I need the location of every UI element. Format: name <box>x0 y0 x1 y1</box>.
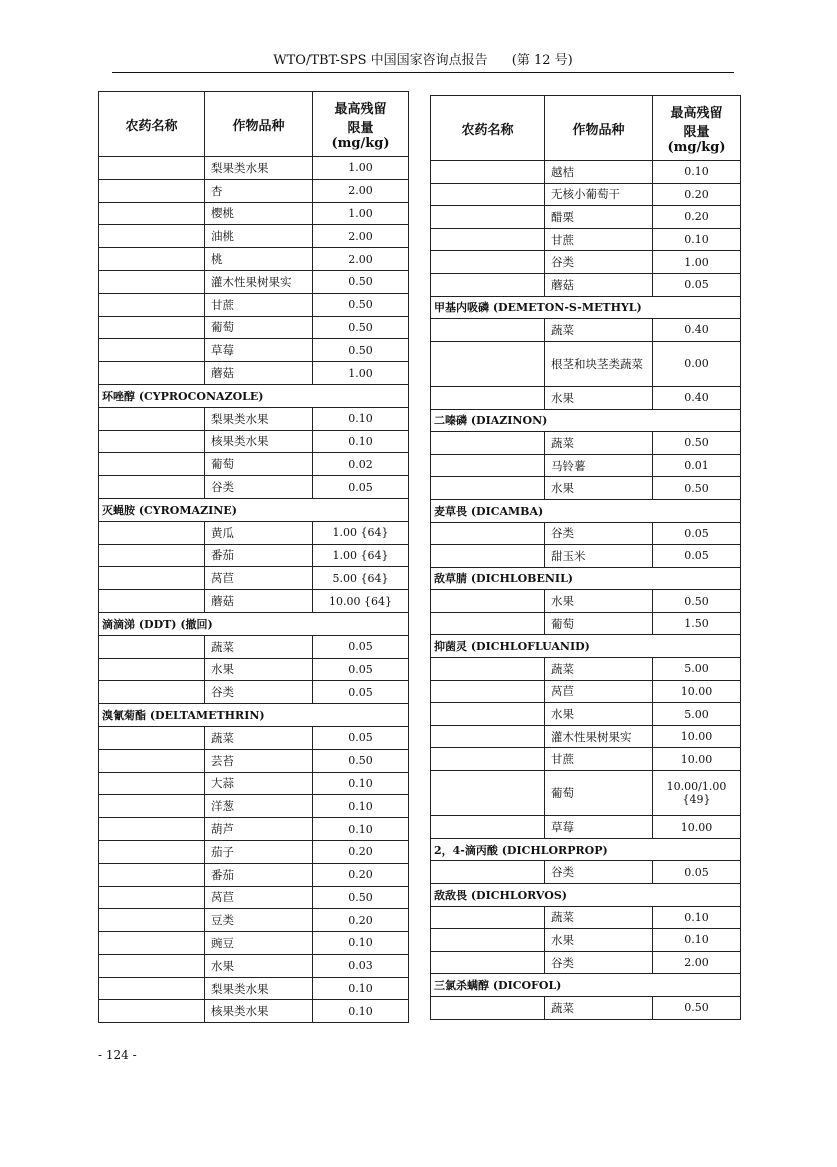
mrl-value-cell: 0.05 <box>313 658 409 681</box>
pesticide-name: 二嗪磷 (DIAZINON) <box>431 409 741 432</box>
pesticide-cell-empty <box>431 273 545 296</box>
crop-cell: 杏 <box>205 179 313 202</box>
mrl-value-cell: 0.20 <box>313 909 409 932</box>
crop-cell: 水果 <box>545 590 653 613</box>
crop-cell: 甘蔗 <box>545 748 653 771</box>
table-row <box>431 703 741 726</box>
table-row <box>99 225 409 248</box>
table-row <box>99 544 409 567</box>
table-row <box>99 521 409 544</box>
pesticide-column-header: 农药名称 <box>431 96 545 161</box>
crop-cell: 梨果类水果 <box>205 157 313 180</box>
mrl-value-cell: 2.00 <box>313 179 409 202</box>
table-row <box>431 658 741 681</box>
pesticide-name: 敌敌畏 (DICHLORVOS) <box>431 884 741 907</box>
mrl-value-cell: 0.20 <box>653 206 741 229</box>
mrl-value-cell: 0.05 <box>313 726 409 749</box>
header-title: WTO/TBT-SPS 中国国家咨询点报告 <box>273 53 488 68</box>
pesticide-cell-empty <box>99 1000 205 1023</box>
table-row <box>99 954 409 977</box>
pesticide-cell-empty <box>99 521 205 544</box>
pesticide-cell-empty <box>431 522 545 545</box>
header-issue: (第 12 号) <box>511 53 573 68</box>
table-row <box>431 816 741 839</box>
crop-cell: 灌木性果树果实 <box>545 725 653 748</box>
mrl-value-cell: 0.20 <box>653 183 741 206</box>
table-row <box>99 430 409 453</box>
crop-cell: 越桔 <box>545 161 653 184</box>
crop-cell: 番茄 <box>205 544 313 567</box>
mrl-header-unit: (mg/kg) <box>331 135 390 151</box>
pesticide-cell-empty <box>431 951 545 974</box>
mrl-value-cell: 0.40 <box>653 319 741 342</box>
crop-column-header: 作物品种 <box>205 92 313 157</box>
pesticide-cell-empty <box>99 293 205 316</box>
pesticide-cell-empty <box>431 477 545 500</box>
crop-cell: 草莓 <box>545 816 653 839</box>
table-row <box>99 795 409 818</box>
pesticide-column-header: 农药名称 <box>99 92 205 157</box>
pesticide-cell-empty <box>99 818 205 841</box>
pesticide-cell-empty <box>431 996 545 1019</box>
table-row <box>99 316 409 339</box>
crop-cell: 核果类水果 <box>205 1000 313 1023</box>
pesticide-cell-empty <box>99 590 205 613</box>
pesticide-cell-empty <box>431 161 545 184</box>
pesticide-cell-empty <box>431 680 545 703</box>
pesticide-cell-empty <box>99 407 205 430</box>
mrl-value-cell: 0.10 <box>313 818 409 841</box>
right-table-body <box>431 161 741 1020</box>
mrl-value-cell: 0.20 <box>313 840 409 863</box>
crop-cell: 大蒜 <box>205 772 313 795</box>
table-row <box>99 863 409 886</box>
pesticide-row <box>431 409 741 432</box>
pesticide-cell-empty <box>99 544 205 567</box>
pesticide-row <box>99 612 409 635</box>
mrl-value-cell: 0.50 <box>313 316 409 339</box>
mrl-value-cell: 0.20 <box>313 863 409 886</box>
header-rule <box>112 72 734 73</box>
table-row <box>99 977 409 1000</box>
crop-cell: 莴苣 <box>205 567 313 590</box>
table-row <box>99 293 409 316</box>
mrl-value-cell: 10.00 {64} <box>313 590 409 613</box>
pesticide-cell-empty <box>431 251 545 274</box>
pesticide-cell-empty <box>99 453 205 476</box>
crop-cell: 甘蔗 <box>545 228 653 251</box>
page-number: - 124 - <box>98 1048 137 1062</box>
crop-cell: 醋栗 <box>545 206 653 229</box>
table-row <box>431 906 741 929</box>
crop-cell: 蘑菇 <box>205 362 313 385</box>
pesticide-name: 溴氰菊酯 (DELTAMETHRIN) <box>99 704 409 727</box>
table-row <box>99 726 409 749</box>
mrl-value-cell: 5.00 <box>653 703 741 726</box>
crop-cell: 莴苣 <box>205 886 313 909</box>
table-row <box>99 362 409 385</box>
table-row <box>99 840 409 863</box>
pesticide-cell-empty <box>99 749 205 772</box>
pesticide-name: 环唑醇 (CYPROCONAZOLE) <box>99 384 409 407</box>
mrl-value-cell: 10.00 <box>653 816 741 839</box>
pesticide-cell-empty <box>99 886 205 909</box>
crop-cell: 甘蔗 <box>205 293 313 316</box>
pesticide-row <box>431 567 741 590</box>
crop-cell: 蔬菜 <box>545 996 653 1019</box>
table-row <box>99 932 409 955</box>
pesticide-cell-empty <box>431 206 545 229</box>
table-row <box>431 522 741 545</box>
table-row <box>99 179 409 202</box>
mrl-value-cell: 10.00 <box>653 725 741 748</box>
mrl-value-cell: 5.00 <box>653 658 741 681</box>
pesticide-row <box>431 296 741 319</box>
crop-cell: 无核小葡萄干 <box>545 183 653 206</box>
crop-cell: 根茎和块茎类蔬菜 <box>545 341 653 386</box>
mrl-value-cell: 0.10 <box>653 228 741 251</box>
pesticide-cell-empty <box>431 319 545 342</box>
crop-cell: 蘑菇 <box>545 273 653 296</box>
crop-cell: 番茄 <box>205 863 313 886</box>
mrl-value-cell: 0.05 <box>313 681 409 704</box>
pesticide-cell-empty <box>99 567 205 590</box>
crop-cell: 谷类 <box>545 861 653 884</box>
crop-cell: 葡萄 <box>205 453 313 476</box>
pesticide-cell-empty <box>99 635 205 658</box>
pesticide-row <box>431 838 741 861</box>
mrl-value-cell: 0.05 <box>653 545 741 568</box>
mrl-value-cell: 0.05 <box>653 273 741 296</box>
pesticide-cell-empty <box>431 725 545 748</box>
crop-cell: 水果 <box>545 386 653 409</box>
table-row <box>431 725 741 748</box>
table-row <box>99 270 409 293</box>
mrl-header-line1: 最高残留 <box>670 105 723 121</box>
table-row <box>431 545 741 568</box>
table-row <box>431 341 741 386</box>
pesticide-cell-empty <box>99 248 205 271</box>
crop-cell: 黄瓜 <box>205 521 313 544</box>
table-row <box>431 861 741 884</box>
mrl-value-cell: 0.05 <box>313 635 409 658</box>
mrl-value-cell: 0.50 <box>313 886 409 909</box>
pesticide-name: 甲基内吸磷 (DEMETON-S-METHYL) <box>431 296 741 319</box>
crop-cell: 谷类 <box>205 476 313 499</box>
table-row <box>99 590 409 613</box>
mrl-value-cell: 0.10 <box>313 407 409 430</box>
pesticide-cell-empty <box>431 386 545 409</box>
pesticide-cell-empty <box>99 726 205 749</box>
crop-cell: 谷类 <box>545 951 653 974</box>
mrl-value-cell: 0.50 <box>313 293 409 316</box>
crop-cell: 豆类 <box>205 909 313 932</box>
mrl-value-cell: 1.00 <box>313 362 409 385</box>
crop-cell: 谷类 <box>205 681 313 704</box>
mrl-value-cell: 10.00 <box>653 680 741 703</box>
mrl-header-unit: (mg/kg) <box>667 139 726 155</box>
crop-cell: 水果 <box>545 477 653 500</box>
pesticide-cell-empty <box>431 341 545 386</box>
crop-cell: 蔬菜 <box>545 906 653 929</box>
page-header <box>112 50 734 72</box>
pesticide-name: 滴滴涕 (DDT) (撤回) <box>99 612 409 635</box>
table-row <box>431 996 741 1019</box>
table-row <box>431 454 741 477</box>
crop-cell: 草莓 <box>205 339 313 362</box>
left-mrl-table <box>98 91 409 1023</box>
pesticide-cell-empty <box>99 932 205 955</box>
pesticide-cell-empty <box>99 225 205 248</box>
mrl-header-line2: 限量 <box>347 120 374 136</box>
mrl-value-cell: 0.10 <box>313 795 409 818</box>
crop-cell: 核果类水果 <box>205 430 313 453</box>
table-row <box>431 929 741 952</box>
crop-cell: 桃 <box>205 248 313 271</box>
pesticide-name: 三氯杀螨醇 (DICOFOL) <box>431 974 741 997</box>
pesticide-cell-empty <box>431 861 545 884</box>
pesticide-row <box>99 704 409 727</box>
mrl-value-cell: 0.05 <box>653 522 741 545</box>
table-row <box>431 161 741 184</box>
pesticide-cell-empty <box>99 362 205 385</box>
table-row <box>99 909 409 932</box>
crop-cell: 樱桃 <box>205 202 313 225</box>
pesticide-cell-empty <box>431 432 545 455</box>
mrl-column-header <box>653 96 741 161</box>
table-row <box>431 251 741 274</box>
mrl-value-cell: 2.00 <box>313 248 409 271</box>
right-mrl-table <box>430 95 741 1020</box>
crop-cell: 梨果类水果 <box>205 977 313 1000</box>
mrl-value-cell: 2.00 <box>653 951 741 974</box>
pesticide-name: 2，4-滴丙酸 (DICHLORPROP) <box>431 838 741 861</box>
crop-column-header: 作物品种 <box>545 96 653 161</box>
mrl-column-header <box>313 92 409 157</box>
pesticide-cell-empty <box>99 795 205 818</box>
mrl-value-cell: 0.50 <box>653 432 741 455</box>
table-row <box>431 771 741 816</box>
mrl-value-cell: 10.00 <box>653 748 741 771</box>
pesticide-cell-empty <box>431 658 545 681</box>
crop-cell: 甜玉米 <box>545 545 653 568</box>
pesticide-name: 灭蝇胺 (CYROMAZINE) <box>99 498 409 521</box>
crop-cell: 蘑菇 <box>205 590 313 613</box>
pesticide-cell-empty <box>99 157 205 180</box>
mrl-value-cell: 0.10 <box>653 161 741 184</box>
pesticide-cell-empty <box>431 228 545 251</box>
pesticide-cell-empty <box>99 977 205 1000</box>
mrl-value-cell: 1.00 {64} <box>313 521 409 544</box>
pesticide-cell-empty <box>99 658 205 681</box>
table-row <box>431 477 741 500</box>
pesticide-cell-empty <box>431 454 545 477</box>
pesticide-cell-empty <box>431 703 545 726</box>
pesticide-cell-empty <box>99 954 205 977</box>
table-row <box>99 658 409 681</box>
mrl-header-line2: 限量 <box>683 124 710 140</box>
mrl-value-cell: 5.00 {64} <box>313 567 409 590</box>
crop-cell: 谷类 <box>545 522 653 545</box>
pesticide-cell-empty <box>99 339 205 362</box>
pesticide-cell-empty <box>431 771 545 816</box>
pesticide-cell-empty <box>431 748 545 771</box>
pesticide-row <box>99 498 409 521</box>
mrl-value-cell: 0.02 <box>313 453 409 476</box>
pesticide-cell-empty <box>99 430 205 453</box>
mrl-value-cell: 0.50 <box>313 749 409 772</box>
crop-cell: 灌木性果树果实 <box>205 270 313 293</box>
table-row <box>431 590 741 613</box>
mrl-value-cell: 0.10 <box>313 932 409 955</box>
crop-cell: 马铃薯 <box>545 454 653 477</box>
mrl-value-cell: 0.10 <box>653 906 741 929</box>
mrl-header-line1: 最高残留 <box>334 101 387 117</box>
pesticide-cell-empty <box>431 906 545 929</box>
crop-cell: 葡萄 <box>545 771 653 816</box>
table-row <box>99 339 409 362</box>
pesticide-cell-empty <box>99 202 205 225</box>
crop-cell: 水果 <box>205 954 313 977</box>
crop-cell: 梨果类水果 <box>205 407 313 430</box>
mrl-value-cell: 0.10 <box>313 430 409 453</box>
table-row <box>431 228 741 251</box>
pesticide-cell-empty <box>99 179 205 202</box>
pesticide-cell-empty <box>99 909 205 932</box>
table-row <box>431 680 741 703</box>
table-row <box>431 432 741 455</box>
pesticide-row <box>99 384 409 407</box>
mrl-value-cell: 0.01 <box>653 454 741 477</box>
pesticide-row <box>431 499 741 522</box>
mrl-value-cell: 0.50 <box>653 996 741 1019</box>
pesticide-cell-empty <box>99 316 205 339</box>
table-row <box>431 319 741 342</box>
pesticide-cell-empty <box>99 772 205 795</box>
table-row <box>431 951 741 974</box>
crop-cell: 蔬菜 <box>545 658 653 681</box>
pesticide-cell-empty <box>99 863 205 886</box>
table-row <box>99 157 409 180</box>
mrl-value-cell: 0.50 <box>653 477 741 500</box>
mrl-value-cell: 0.50 <box>313 339 409 362</box>
pesticide-cell-empty <box>431 612 545 635</box>
crop-cell: 水果 <box>545 929 653 952</box>
crop-cell: 蔬菜 <box>205 635 313 658</box>
table-row <box>99 635 409 658</box>
mrl-value-cell: 10.00/1.00 {49} <box>653 771 741 816</box>
pesticide-cell-empty <box>431 545 545 568</box>
mrl-value-cell: 2.00 <box>313 225 409 248</box>
table-row <box>99 202 409 225</box>
crop-cell: 洋葱 <box>205 795 313 818</box>
table-row <box>99 818 409 841</box>
table-row <box>99 681 409 704</box>
table-row <box>99 772 409 795</box>
left-table-header-row <box>99 92 409 157</box>
table-row <box>99 476 409 499</box>
pesticide-cell-empty <box>99 840 205 863</box>
pesticide-row <box>431 635 741 658</box>
crop-cell: 谷类 <box>545 251 653 274</box>
pesticide-row <box>431 974 741 997</box>
table-row <box>431 183 741 206</box>
table-row <box>99 567 409 590</box>
pesticide-name: 抑菌灵 (DICHLOFLUANID) <box>431 635 741 658</box>
crop-cell: 葡萄 <box>545 612 653 635</box>
mrl-value-cell: 0.00 <box>653 341 741 386</box>
pesticide-name: 敌草腈 (DICHLOBENIL) <box>431 567 741 590</box>
pesticide-cell-empty <box>99 681 205 704</box>
table-row <box>431 748 741 771</box>
crop-cell: 蔬菜 <box>545 432 653 455</box>
pesticide-cell-empty <box>99 270 205 293</box>
mrl-value-cell: 1.00 <box>313 202 409 225</box>
table-row <box>431 273 741 296</box>
table-row <box>431 612 741 635</box>
table-row <box>99 248 409 271</box>
mrl-value-cell: 0.03 <box>313 954 409 977</box>
mrl-value-cell: 0.40 <box>653 386 741 409</box>
table-row <box>99 749 409 772</box>
crop-cell: 豌豆 <box>205 932 313 955</box>
pesticide-name: 麦草畏 (DICAMBA) <box>431 499 741 522</box>
mrl-value-cell: 1.00 {64} <box>313 544 409 567</box>
table-row <box>99 453 409 476</box>
mrl-value-cell: 0.50 <box>653 590 741 613</box>
table-row <box>431 386 741 409</box>
mrl-value-cell: 1.50 <box>653 612 741 635</box>
crop-cell: 水果 <box>545 703 653 726</box>
crop-cell: 芸苔 <box>205 749 313 772</box>
mrl-value-cell: 0.10 <box>313 1000 409 1023</box>
mrl-value-cell: 1.00 <box>653 251 741 274</box>
mrl-value-cell: 0.05 <box>653 861 741 884</box>
mrl-value-cell: 0.50 <box>313 270 409 293</box>
pesticide-cell-empty <box>99 476 205 499</box>
crop-cell: 油桃 <box>205 225 313 248</box>
crop-cell: 水果 <box>205 658 313 681</box>
table-row <box>99 1000 409 1023</box>
pesticide-cell-empty <box>431 929 545 952</box>
table-row <box>431 206 741 229</box>
crop-cell: 蔬菜 <box>545 319 653 342</box>
crop-cell: 茄子 <box>205 840 313 863</box>
pesticide-cell-empty <box>431 183 545 206</box>
left-table-body <box>99 157 409 1023</box>
pesticide-cell-empty <box>431 590 545 613</box>
table-row <box>99 886 409 909</box>
mrl-value-cell: 1.00 <box>313 157 409 180</box>
mrl-value-cell: 0.10 <box>313 772 409 795</box>
crop-cell: 葫芦 <box>205 818 313 841</box>
mrl-value-cell: 0.10 <box>653 929 741 952</box>
pesticide-row <box>431 884 741 907</box>
mrl-value-cell: 0.10 <box>313 977 409 1000</box>
mrl-value-cell: 0.05 <box>313 476 409 499</box>
crop-cell: 葡萄 <box>205 316 313 339</box>
crop-cell: 莴苣 <box>545 680 653 703</box>
right-table-header-row <box>431 96 741 161</box>
crop-cell: 蔬菜 <box>205 726 313 749</box>
pesticide-cell-empty <box>431 816 545 839</box>
table-row <box>99 407 409 430</box>
